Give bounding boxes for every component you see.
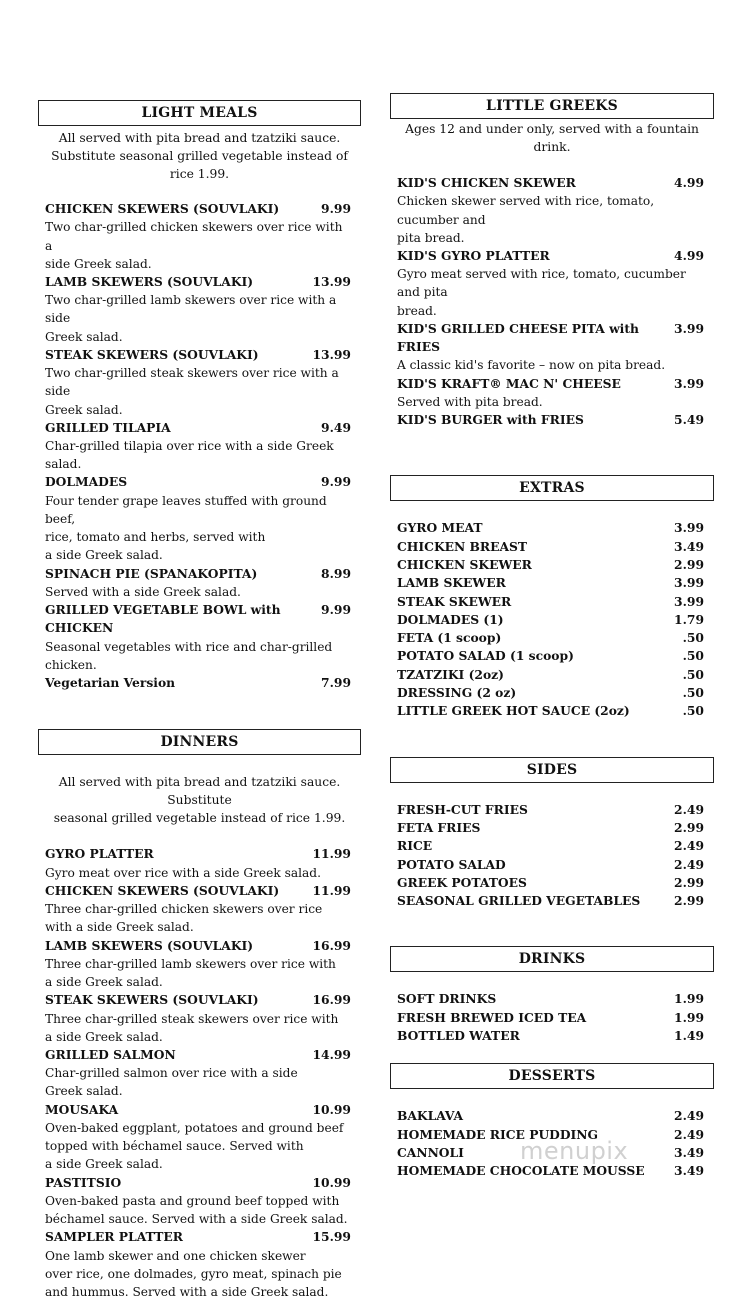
menu-item xyxy=(45,346,351,364)
item-name: CHICKEN SKEWER xyxy=(397,557,532,572)
item-price: 16.99 xyxy=(312,937,351,953)
menu-item xyxy=(397,593,704,611)
menu-item xyxy=(45,1228,351,1246)
item-price: 2.99 xyxy=(674,557,704,572)
menu-item xyxy=(397,666,704,684)
dinners-items xyxy=(38,845,361,1301)
item-name: POTATO SALAD (1 scoop) xyxy=(397,648,574,664)
item-description: Two char-grilled lamb skewers over rice with a side Greek salad. xyxy=(45,293,337,344)
item-price: 2.99 xyxy=(674,893,704,909)
item-description: Three char-grilled chicken skewers over rice with a side Greek salad. xyxy=(45,902,323,935)
item-name: RICE xyxy=(397,838,433,854)
sides-section xyxy=(390,757,714,911)
menu-item xyxy=(397,538,704,556)
item-name: CHICKEN SKEWERS (SOUVLAKI) xyxy=(45,882,280,898)
item-price: 13.99 xyxy=(312,346,351,362)
menu-item xyxy=(45,882,351,900)
item-name: DOLMADES xyxy=(45,474,128,490)
item-description: Gyro meat over rice with a side Greek salad. xyxy=(45,865,321,880)
item-price: 2.49 xyxy=(674,1126,704,1142)
item-description: Two char-grilled chicken skewers over rice with a side Greek salad. xyxy=(45,220,343,271)
item-price: 1.79 xyxy=(674,611,704,627)
item-name: PASTITSIO xyxy=(45,1174,122,1190)
little-greeks-items xyxy=(390,174,714,429)
item-description: Oven-baked pasta and ground beef topped with béchamel sauce. Served with a side Greek salad. xyxy=(45,1193,348,1227)
menu-item xyxy=(397,1027,704,1045)
drinks-items xyxy=(390,990,714,1045)
item-price: 3.99 xyxy=(674,375,704,391)
little-greeks-header: LITTLE GREEKS xyxy=(390,93,714,119)
item-name: HOMEMADE CHOCOLATE MOUSSE xyxy=(397,1163,645,1179)
menu-item xyxy=(45,1101,351,1119)
item-description: Served with a side Greek salad. xyxy=(45,584,241,599)
menu-item xyxy=(397,874,704,892)
item-name: FRESH-CUT FRIES xyxy=(397,801,528,817)
item-price: 3.99 xyxy=(674,320,704,336)
item-description: Char-grilled tilapia over rice with a side Greek salad. xyxy=(45,439,334,472)
item-name: BOTTLED WATER xyxy=(397,1028,520,1044)
item-price: 2.49 xyxy=(674,838,704,854)
item-description: Char-grilled salmon over rice with a side Greek salad. xyxy=(45,1066,298,1099)
drinks-header: DRINKS xyxy=(390,946,714,972)
item-price: 9.99 xyxy=(321,602,351,618)
menu-item xyxy=(45,200,351,218)
menu-item xyxy=(45,473,351,491)
sides-header: SIDES xyxy=(390,757,714,783)
menu-item xyxy=(45,1174,351,1192)
item-description: One lamb skewer and one chicken skewer over rice, one dolmades, gyro meat, spinach pie and hummus. Served with a side Greek salad. xyxy=(45,1248,342,1299)
menu-item xyxy=(397,892,704,910)
item-description: Gyro meat served with rice, tomato, cucumber and pita bread. xyxy=(397,267,686,318)
dinners-header: DINNERS xyxy=(38,729,361,755)
menu-item xyxy=(397,837,704,855)
item-price: 11.99 xyxy=(312,846,351,862)
item-name: KID'S GYRO PLATTER xyxy=(397,247,550,263)
item-price: 9.99 xyxy=(321,474,351,490)
item-description: Four tender grape leaves stuffed with ground beef, rice, tomato and herbs, served with a side Greek salad. xyxy=(45,493,327,563)
note-line: seasonal grilled vegetable instead of rice 1.99. xyxy=(53,811,346,826)
item-name: DRESSING (2 oz) xyxy=(397,685,517,701)
dinners-note xyxy=(38,773,361,827)
extras-items xyxy=(390,519,714,720)
item-name: GRILLED SALMON xyxy=(45,1046,176,1062)
item-name: SPINACH PIE (SPANAKOPITA) xyxy=(45,565,258,581)
item-name: TZATZIKI (2oz) xyxy=(397,666,504,682)
drinks-section xyxy=(390,946,714,1045)
item-description: Seasonal vegetables with rice and char-grilled chicken. xyxy=(45,639,333,672)
item-name: SOFT DRINKS xyxy=(397,991,497,1007)
item-name: SAMPLER PLATTER xyxy=(45,1229,184,1245)
item-name: GRILLED VEGETABLE BOWL with CHICKEN xyxy=(45,602,281,636)
item-name: STEAK SKEWERS (SOUVLAKI) xyxy=(45,992,259,1008)
menu-item xyxy=(45,419,351,437)
item-price: 3.99 xyxy=(674,575,704,591)
menu-item xyxy=(45,273,351,291)
menu-item xyxy=(397,519,704,537)
sides-items xyxy=(390,801,714,911)
item-price: 5.49 xyxy=(674,412,704,428)
item-price: 3.99 xyxy=(674,520,704,536)
item-description: Two char-grilled steak skewers over rice with a side Greek salad. xyxy=(45,366,339,417)
item-name: Vegetarian Version xyxy=(45,675,176,691)
item-name: LAMB SKEWERS (SOUVLAKI) xyxy=(45,273,254,289)
item-name: MOUSAKA xyxy=(45,1101,119,1117)
item-price: 2.49 xyxy=(674,801,704,817)
menu-item xyxy=(397,320,704,357)
menu-item xyxy=(397,629,704,647)
menu-item xyxy=(397,411,704,429)
item-price: 13.99 xyxy=(312,273,351,289)
item-price: 4.99 xyxy=(674,247,704,263)
item-price: 1.99 xyxy=(674,991,704,1007)
note-line: All served with pita bread and tzatziki sauce. xyxy=(58,131,341,145)
item-description: Oven-baked eggplant, potatoes and ground beef topped with béchamel sauce. Served with a side Greek salad. xyxy=(45,1120,344,1172)
item-price: .50 xyxy=(682,703,704,719)
item-name: KID'S GRILLED CHEESE PITA with FRIES xyxy=(397,320,639,355)
menu-item xyxy=(397,702,704,720)
little-greeks-section xyxy=(390,93,714,429)
item-price: 3.49 xyxy=(674,1144,704,1160)
menu-item xyxy=(397,684,704,702)
light-meals-items xyxy=(38,200,361,692)
menu-item xyxy=(397,611,704,629)
item-name: POTATO SALAD xyxy=(397,856,506,872)
menu-item xyxy=(45,991,351,1009)
note-line: All served with pita bread and tzatziki sauce. Substitute xyxy=(58,775,341,808)
menu-item xyxy=(397,856,704,874)
item-description: Three char-grilled steak skewers over rice with a side Greek salad. xyxy=(45,1011,339,1044)
menu-item xyxy=(45,1046,351,1064)
item-name: FETA (1 scoop) xyxy=(397,630,502,646)
extras-header: EXTRAS xyxy=(390,475,714,501)
menu-item xyxy=(45,674,351,692)
item-price: 4.99 xyxy=(674,175,704,190)
menu-item xyxy=(397,375,704,393)
note-line: Substitute seasonal grilled vegetable instead of rice 1.99. xyxy=(51,149,348,181)
item-price: 3.99 xyxy=(674,593,704,609)
item-name: GYRO PLATTER xyxy=(45,846,154,862)
item-price: 16.99 xyxy=(312,992,351,1008)
menu-item xyxy=(397,819,704,837)
item-name: LAMB SKEWER xyxy=(397,575,506,591)
item-price: 2.49 xyxy=(674,1108,704,1124)
menu-item xyxy=(397,647,704,665)
extras-section xyxy=(390,475,714,720)
item-name: LAMB SKEWERS (SOUVLAKI) xyxy=(45,937,254,953)
menu-item xyxy=(45,601,351,638)
item-name: CHICKEN BREAST xyxy=(397,538,528,554)
menu-item xyxy=(45,845,351,863)
item-description: A classic kid's favorite – now on pita bread. xyxy=(397,358,666,373)
item-name: CHICKEN SKEWERS (SOUVLAKI) xyxy=(45,201,280,216)
item-price: .50 xyxy=(682,685,704,701)
item-price: .50 xyxy=(682,630,704,646)
item-description: Served with pita bread. xyxy=(397,394,543,409)
light-meals-header: LIGHT MEALS xyxy=(38,100,361,126)
item-name: GREEK POTATOES xyxy=(397,874,527,890)
item-price: .50 xyxy=(682,666,704,682)
item-name: CANNOLI xyxy=(397,1144,464,1160)
item-price: 14.99 xyxy=(312,1046,351,1062)
item-name: STEAK SKEWER xyxy=(397,593,512,609)
menu-item xyxy=(397,990,704,1008)
menu-item xyxy=(397,801,704,819)
light-meals-section xyxy=(38,100,361,692)
item-price: 10.99 xyxy=(312,1101,351,1117)
item-price: 2.99 xyxy=(674,874,704,890)
watermark: menupix xyxy=(520,1137,629,1165)
item-price: 10.99 xyxy=(312,1174,351,1190)
item-name: FETA FRIES xyxy=(397,819,481,835)
desserts-header: DESSERTS xyxy=(390,1063,714,1089)
item-price: 2.49 xyxy=(674,856,704,872)
item-price: 15.99 xyxy=(312,1229,351,1245)
item-name: STEAK SKEWERS (SOUVLAKI) xyxy=(45,346,259,362)
item-name: BAKLAVA xyxy=(397,1108,464,1124)
item-name: SEASONAL GRILLED VEGETABLES xyxy=(397,893,641,909)
item-name: DOLMADES (1) xyxy=(397,611,504,627)
item-description: Chicken skewer served with rice, tomato, cucumber and pita bread. xyxy=(397,194,655,245)
item-name: GRILLED TILAPIA xyxy=(45,419,171,435)
item-name: LITTLE GREEK HOT SAUCE (2oz) xyxy=(397,703,630,719)
item-name: HOMEMADE RICE PUDDING xyxy=(397,1126,598,1142)
menu-item xyxy=(397,1009,704,1027)
menu-item xyxy=(45,565,351,583)
menu-item xyxy=(45,937,351,955)
item-price: 1.49 xyxy=(674,1028,704,1044)
item-name: GYRO MEAT xyxy=(397,520,483,536)
left-column xyxy=(38,100,361,1301)
item-name: KID'S CHICKEN SKEWER xyxy=(397,175,576,190)
item-price: 3.49 xyxy=(674,538,704,554)
menu-item xyxy=(397,247,704,265)
right-column xyxy=(390,93,714,1181)
item-price: 9.49 xyxy=(321,419,351,435)
item-description: Three char-grilled lamb skewers over rice with a side Greek salad. xyxy=(45,956,336,990)
item-name: KID'S KRAFT® MAC N' CHEESE xyxy=(397,375,621,391)
menu-item xyxy=(397,556,704,574)
little-greeks-note: Ages 12 and under only, served with a fountain drink. xyxy=(405,122,699,154)
item-price: 9.99 xyxy=(321,201,351,216)
item-price: 8.99 xyxy=(321,565,351,581)
item-price: .50 xyxy=(682,648,704,664)
item-price: 3.49 xyxy=(674,1163,704,1179)
item-name: FRESH BREWED ICED TEA xyxy=(397,1009,587,1025)
light-meals-note xyxy=(38,129,361,183)
menu-item xyxy=(397,574,704,592)
menu-item xyxy=(397,174,704,192)
menu-item xyxy=(397,1107,704,1125)
item-name: KID'S BURGER with FRIES xyxy=(397,412,584,428)
item-price: 1.99 xyxy=(674,1009,704,1025)
item-price: 2.99 xyxy=(674,819,704,835)
dinners-section xyxy=(38,729,361,1301)
item-price: 11.99 xyxy=(312,882,351,898)
item-price: 7.99 xyxy=(321,675,351,691)
